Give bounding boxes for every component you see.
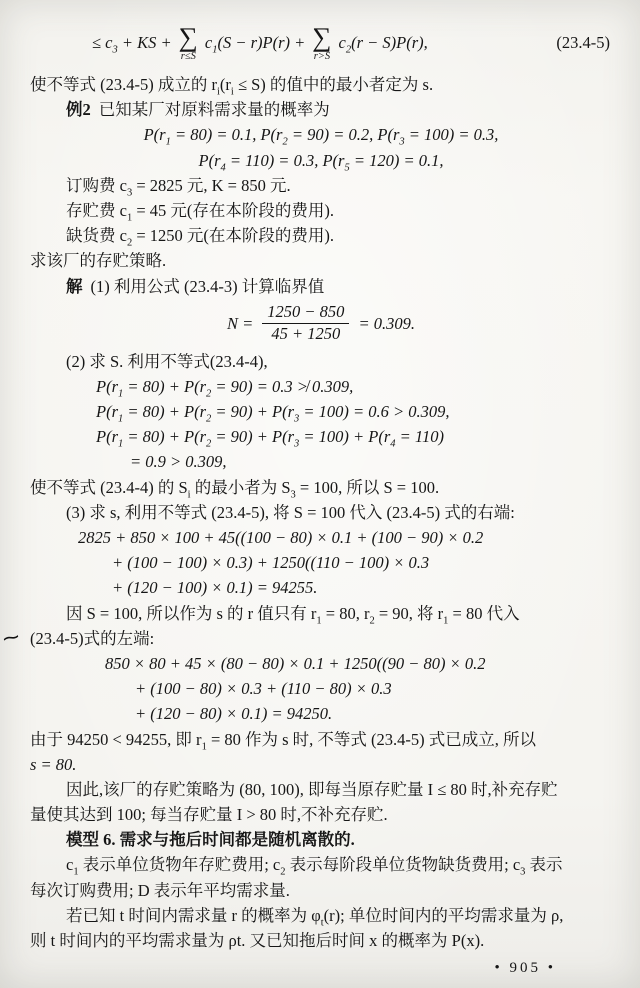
- text-line: [105, 651, 612, 676]
- text-line-content: 存贮费 $c_1 = 45$ 元(存在本阶段的费用).: [66, 200, 334, 224]
- text-line: [30, 878, 612, 903]
- text-line-content: = 0.9 > 0.309,: [130, 452, 227, 472]
- text-line-content: 求该厂的存贮策略.: [30, 251, 167, 271]
- text-line: [78, 525, 612, 550]
- fraction-denominator: 45 + 1250: [271, 324, 341, 344]
- text-line: [66, 97, 612, 122]
- text-line-content: 850 × 80 + 45 × (80 − 80) × 0.1 + 1250((90 − 80) × 0.2: [105, 653, 486, 673]
- sum-lower-limit: r≤S: [180, 50, 196, 62]
- text-line: [0, 626, 612, 651]
- text-line: [30, 752, 612, 777]
- text-line: [30, 148, 612, 173]
- sigma-icon: ∑: [312, 21, 332, 52]
- text-line-content: $P(r_1 = 80) = 0.1$, $P(r_2 = 90) = 0.2$, $P(r_3 = 100) = 0.3$,: [143, 125, 499, 148]
- text-block-upper: [30, 72, 612, 299]
- summation-r-le-S: [178, 21, 198, 63]
- paragraph-label: 例2: [66, 100, 91, 120]
- equation-term-2: $c_2(r - S)P(r)$,: [338, 33, 428, 56]
- text-line-content: 缺货费 $c_2 = 1250$ 元(在本阶段的费用).: [66, 226, 334, 249]
- text-line-content: (1) 利用公式 (23.4-3) 计算临界值: [90, 276, 325, 296]
- text-line: [66, 173, 612, 198]
- text-line-content: 因 S = 100, 所以作为 s 的 r 值只有 $r_1 = 80$, $r_2 = 90$, 将 $r_1 = 80$ 代入: [66, 603, 520, 626]
- text-line: [112, 575, 612, 600]
- text-line-content: $P(r_1 = 80) + P(r_2 = 90) + P(r_3 = 100) = 0.6 > 0.309$,: [96, 402, 450, 425]
- equation-lhs: ≤ $c_3$ + KS +: [92, 33, 172, 56]
- text-line: [66, 777, 612, 802]
- text-block-lower: [0, 349, 612, 954]
- text-line-content: s = 80.: [30, 754, 77, 774]
- text-line: [66, 852, 612, 877]
- text-line-content: 订购费 $c_3 = 2825$ 元, K = 850 元.: [66, 175, 291, 199]
- text-line-content: 量使其达到 100; 每当存贮量 I > 80 时,不补充存贮.: [30, 805, 388, 825]
- equation-23-4-5: [30, 16, 612, 70]
- text-line: [96, 374, 612, 399]
- margin-annotation-mark: ∼: [0, 626, 23, 649]
- equation-number: (23.4-5): [556, 33, 610, 53]
- text-line: [66, 500, 612, 525]
- paragraph-label: 解: [66, 276, 83, 296]
- text-line: [135, 701, 612, 726]
- text-line-content: $c_1$ 表示单位货物年存贮费用; $c_2$ 表示每阶段单位货物缺货费用; $c_3$ 表示: [66, 855, 563, 878]
- text-line: [30, 475, 612, 500]
- text-line-content: (3) 求 s, 利用不等式 (23.4-5), 将 S = 100 代入 (23.4-5) 式的右端:: [66, 502, 515, 522]
- sum-lower-limit: r>S: [313, 50, 331, 62]
- text-line: [66, 349, 612, 374]
- fraction-lhs: N =: [227, 314, 254, 334]
- text-line-content: 因此,该厂的存贮策略为 (80, 100), 即每当原存贮量 I ≤ 80 时,补充存贮: [66, 779, 558, 799]
- text-line-content: $P(r_1 = 80) + P(r_2 = 90) + P(r_3 = 100) + P(r_4 = 110)$: [96, 427, 444, 450]
- page-number: • 905 •: [494, 960, 556, 977]
- fraction: [262, 303, 349, 344]
- text-line-content: 每次订购费用; D 表示年平均需求量.: [30, 880, 290, 900]
- text-line-content: 使不等式 (23.4-4) 的 $S_i$ 的最小者为 $S_3 = 100$, 所以 S = 100.: [30, 477, 440, 500]
- text-line-content: (2) 求 S. 利用不等式(23.4-4),: [66, 351, 268, 371]
- text-line: [30, 928, 612, 953]
- text-line: [135, 676, 612, 701]
- text-line-content: 使不等式 (23.4-5) 成立的 $r_i(r_i \le S)$ 的值中的最小者定为 s.: [30, 75, 434, 98]
- text-line-content: 2825 + 850 × 100 + 45((100 − 80) × 0.1 + (100 − 90) × 0.2: [78, 528, 484, 547]
- text-line-content: + (100 − 80) × 0.3 + (110 − 80) × 0.3: [135, 679, 392, 699]
- text-line-content: 模型 6. 需求与拖后时间都是随机离散的.: [66, 830, 355, 850]
- text-line-content: 若已知 t 时间内需求量 r 的概率为 $\varphi_t(r)$; 单位时间内的平均需求量为 ρ,: [66, 905, 564, 929]
- fraction-rhs: = 0.309.: [358, 314, 415, 334]
- text-line: [30, 248, 612, 273]
- text-line: [30, 72, 612, 97]
- text-line: [130, 449, 612, 474]
- fraction-numerator: 1250 − 850: [262, 303, 349, 324]
- critical-value-equation: [30, 299, 612, 349]
- text-line-content: + (120 − 80) × 0.1) = 94250.: [135, 704, 333, 724]
- text-line-content: 则 t 时间内的平均需求量为 ρt. 又已知拖后时间 x 的概率为 P(x).: [30, 931, 485, 950]
- summation-r-gt-S: [312, 21, 332, 63]
- text-line: [30, 122, 612, 147]
- text-line: [96, 424, 612, 449]
- sigma-icon: ∑: [178, 21, 198, 52]
- text-line-content: (23.4-5)式的左端:: [30, 628, 155, 648]
- text-line: [66, 223, 612, 248]
- text-line: [66, 827, 612, 852]
- text-line-content: 由于 94250 < 94255, 即 $r_1 = 80$ 作为 s 时, 不等式 (23.4-5) 式已成立, 所以: [30, 729, 537, 752]
- text-line: [112, 550, 612, 575]
- text-line: [66, 903, 612, 928]
- text-line: [96, 399, 612, 424]
- text-line-content: + (100 − 100) × 0.3) + 1250((110 − 100) × 0.3: [112, 553, 430, 573]
- text-line: [66, 601, 612, 626]
- text-line-content: 已知某厂对原料需求量的概率为: [98, 100, 330, 120]
- text-line: [66, 198, 612, 223]
- text-line-content: + (120 − 100) × 0.1) = 94255.: [112, 578, 318, 598]
- text-line: [30, 727, 612, 752]
- equation-term-1: $c_1(S - r)P(r)$ +: [204, 33, 306, 56]
- text-line: [66, 274, 612, 299]
- text-line-content: $P(r_1 = 80) + P(r_2 = 90) = 0.3$ ≯ 0.309,: [96, 376, 354, 400]
- text-line: [30, 802, 612, 827]
- text-line-content: $P(r_4 = 110) = 0.3$, $P(r_5 = 120) = 0.1$,: [198, 150, 444, 173]
